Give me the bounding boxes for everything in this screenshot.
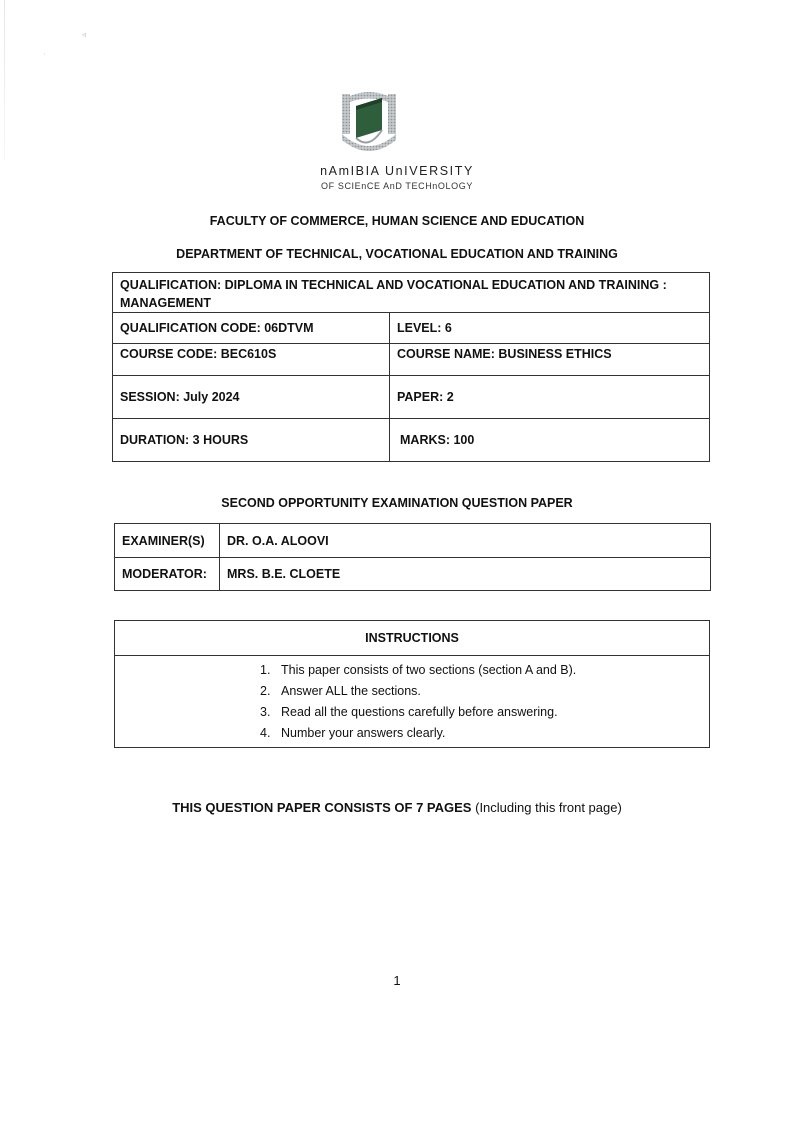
- qualification-code-cell: QUALIFICATION CODE: 06DTVM: [113, 313, 390, 344]
- instruction-number: 1.: [260, 662, 271, 677]
- instruction-item: [115, 722, 709, 743]
- marks-cell: MARKS: 100: [390, 419, 710, 462]
- exam-title: SECOND OPPORTUNITY EXAMINATION QUESTION PAPER: [221, 496, 573, 510]
- page-count-bold: THIS QUESTION PAPER CONSISTS OF 7 PAGES: [172, 800, 472, 815]
- instruction-text: This paper consists of two sections (section A and B).: [281, 662, 577, 677]
- paper-cell: PAPER: 2: [390, 376, 710, 419]
- qualification-cell: QUALIFICATION: DIPLOMA IN TECHNICAL AND VOCATIONAL EDUCATION AND TRAINING : MANAGEMENT: [113, 273, 710, 313]
- instruction-text: Read all the questions carefully before answering.: [281, 704, 558, 719]
- course-code-cell: COURSE CODE: BEC610S: [113, 344, 390, 376]
- instruction-item: [115, 659, 709, 680]
- nust-shield-logo-icon: [336, 88, 402, 156]
- page-count-normal: (Including this front page): [475, 800, 622, 815]
- level-cell: LEVEL: 6: [390, 313, 710, 344]
- instruction-text: Answer ALL the sections.: [281, 683, 421, 698]
- department-heading: DEPARTMENT OF TECHNICAL, VOCATIONAL EDUCATION AND TRAINING: [176, 247, 618, 261]
- page-count-note: [0, 800, 794, 815]
- university-name: nAmIBIA UnIVERSITY: [320, 164, 474, 178]
- university-subtitle: OF SCIEnCE AnD TECHnOLOGY: [321, 181, 473, 191]
- instruction-number: 2.: [260, 683, 271, 698]
- moderator-label: MODERATOR:: [115, 558, 220, 591]
- faculty-heading: FACULTY OF COMMERCE, HUMAN SCIENCE AND EDUCATION: [209, 214, 585, 228]
- instruction-text: Number your answers clearly.: [281, 725, 446, 740]
- instruction-item: [115, 680, 709, 701]
- examiner-table: [114, 523, 711, 591]
- examiner-label: EXAMINER(S): [115, 524, 220, 558]
- scan-speck: ◃: [82, 30, 87, 39]
- instruction-item: [115, 701, 709, 722]
- duration-cell: DURATION: 3 HOURS: [113, 419, 390, 462]
- scan-edge-shadow: [4, 0, 5, 160]
- scan-speck: ˈ: [43, 52, 46, 61]
- moderator-name: MRS. B.E. CLOETE: [220, 558, 711, 591]
- session-cell: SESSION: July 2024: [113, 376, 390, 419]
- instruction-number: 3.: [260, 704, 271, 719]
- qualification-table: [112, 272, 710, 462]
- examiner-name: DR. O.A. ALOOVI: [220, 524, 711, 558]
- page-number: 1: [393, 973, 401, 988]
- instruction-number: 4.: [260, 725, 271, 740]
- instructions-list: [115, 656, 710, 748]
- instructions-table: [114, 620, 710, 748]
- instructions-heading: INSTRUCTIONS: [115, 621, 710, 656]
- course-name-cell: COURSE NAME: BUSINESS ETHICS: [390, 344, 710, 376]
